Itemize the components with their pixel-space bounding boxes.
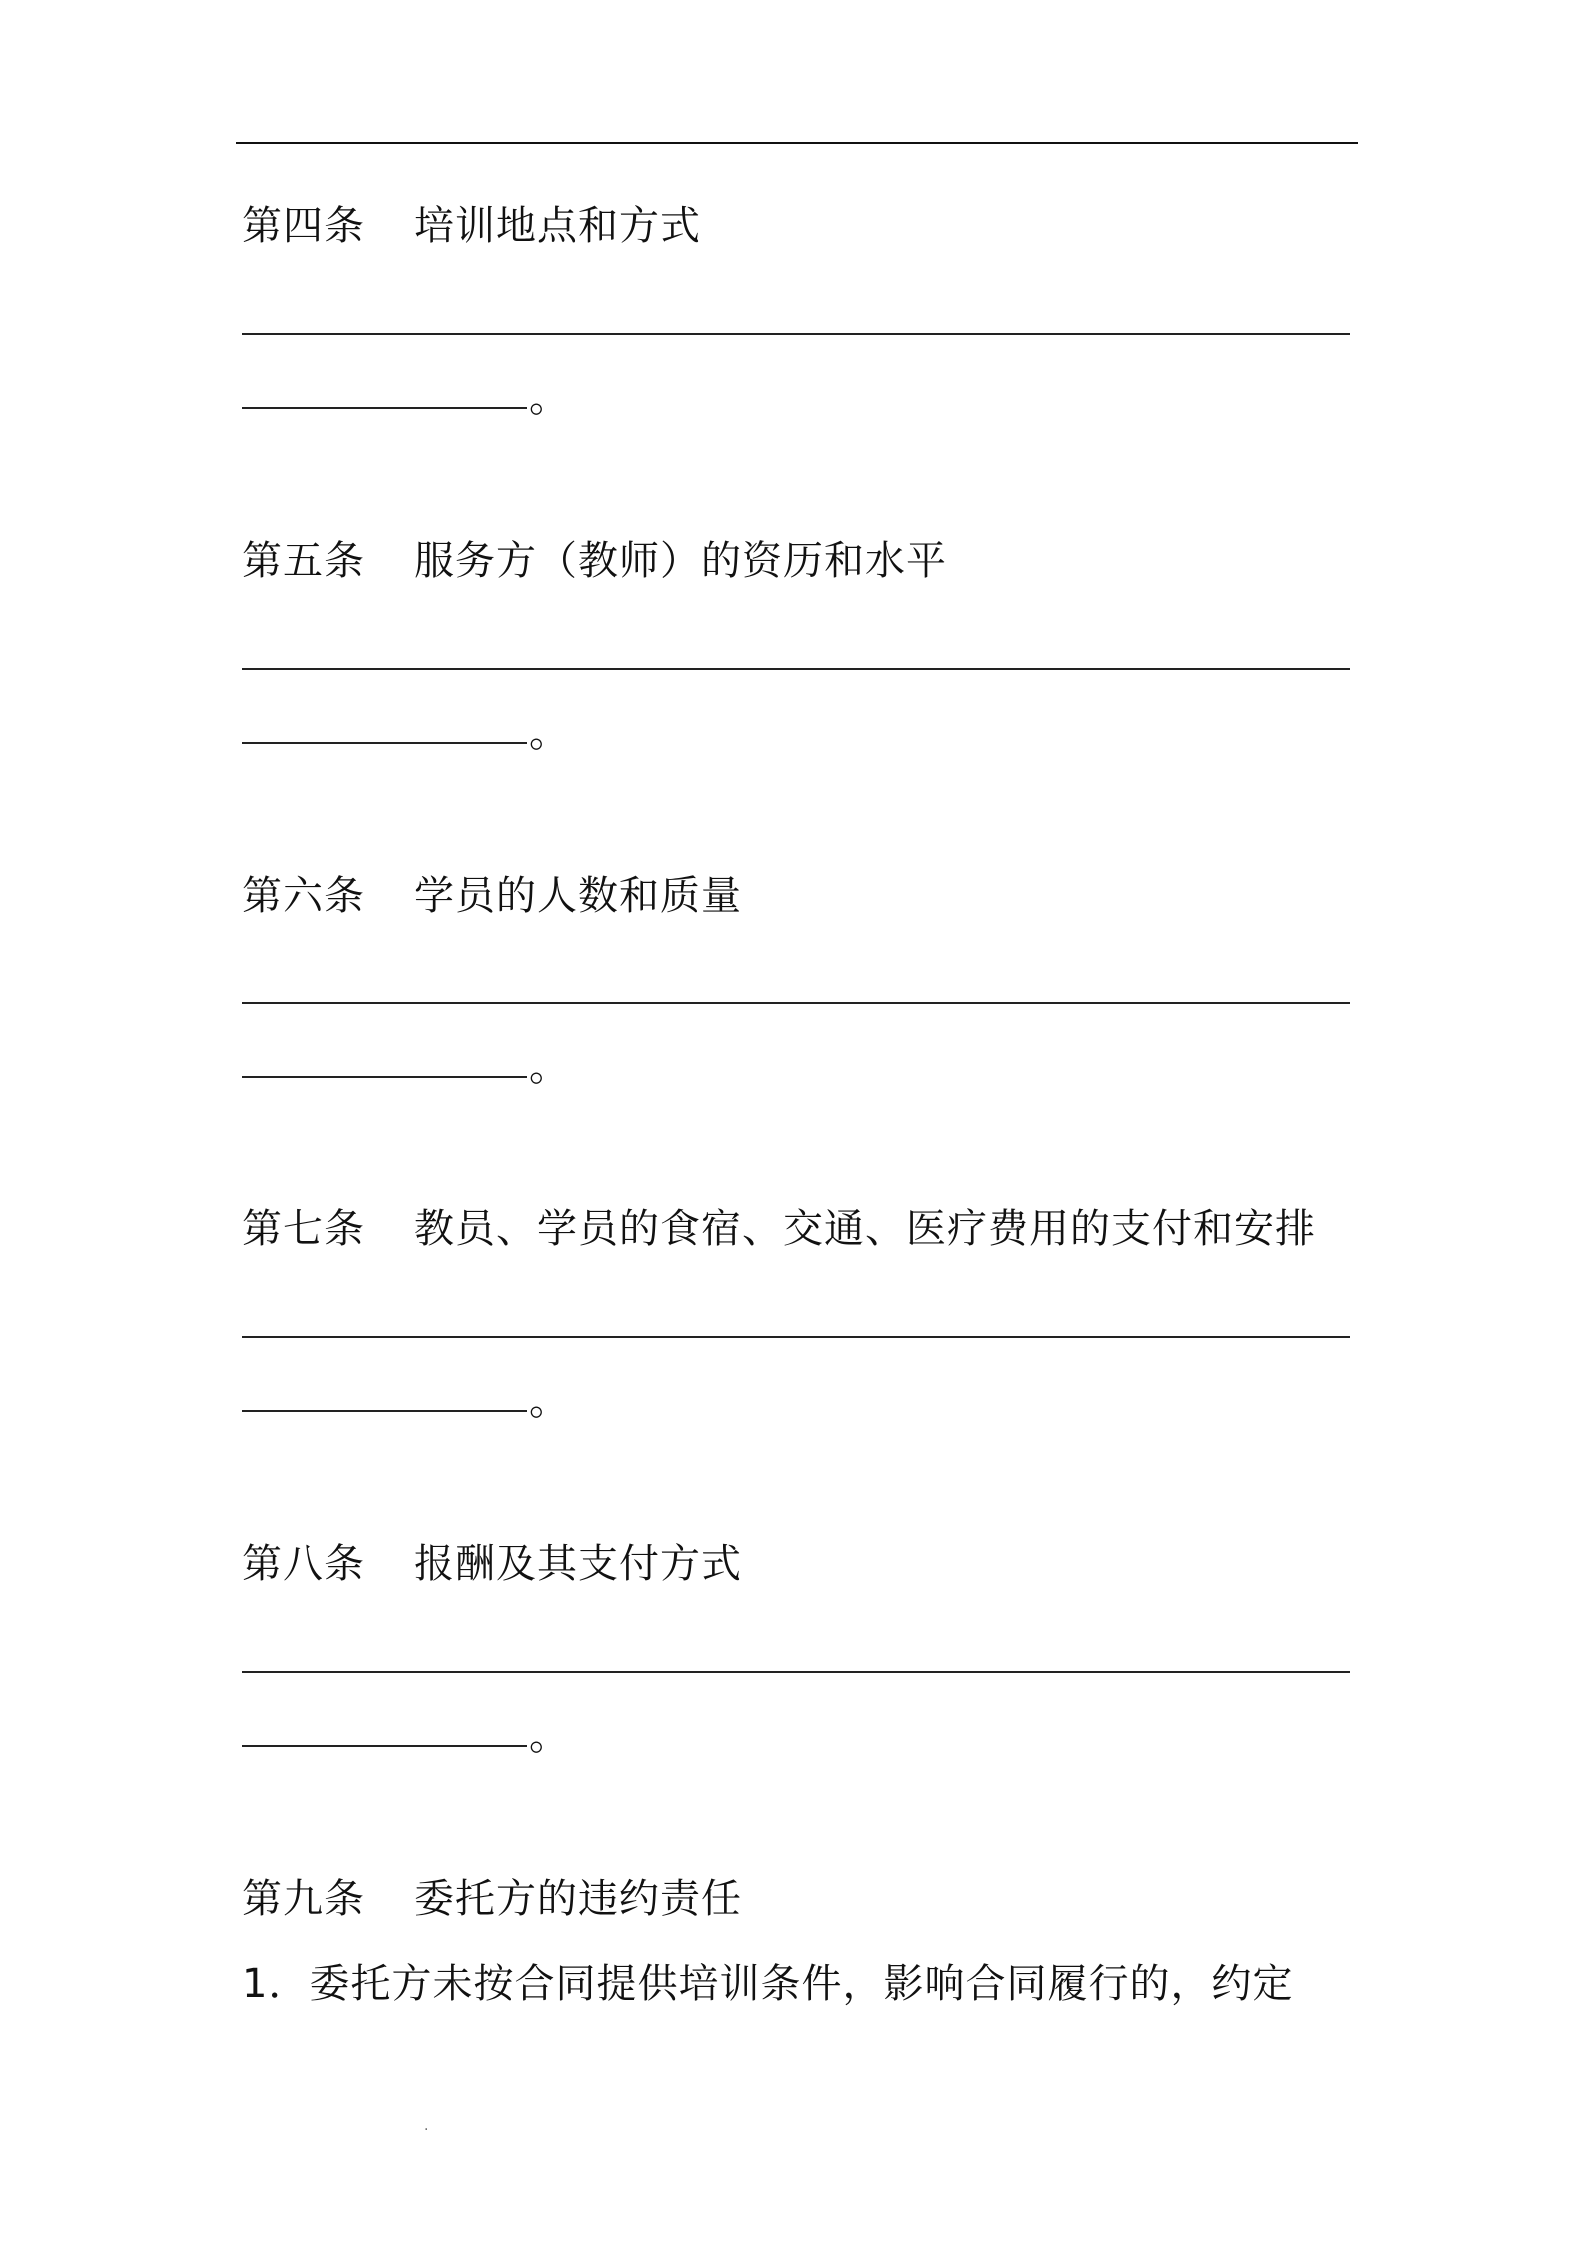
section-5-blank-short [242,742,527,744]
section-8-title: 报酬及其支付方式 [414,1541,742,1587]
section-6-heading [242,868,742,924]
footer-mark: . [424,2118,429,2134]
section-8-heading [242,1536,742,1592]
section-4-end-mark: 。 [529,375,569,421]
section-7-end-mark: 。 [529,1378,569,1424]
section-6-number: 第六条 [242,873,365,919]
section-9-paragraph-1: 1．委托方未按合同提供培训条件，影响合同履行的，约定 [242,1961,1294,2007]
section-4-blank-line-2 [242,375,569,444]
section-6-blank-line-2 [242,1044,569,1113]
section-7-blank-line-1 [242,1336,1350,1338]
section-5-blank-line-2 [242,710,569,779]
section-9-heading [242,1871,742,1927]
section-5-title: 服务方（教师）的资历和水平 [414,538,947,584]
section-7-heading [242,1201,1316,1257]
section-4-heading [242,198,701,254]
section-8-end-mark: 。 [529,1713,569,1759]
section-8-number: 第八条 [242,1541,365,1587]
section-7-blank-line-2 [242,1378,569,1447]
section-5-end-mark: 。 [529,710,569,756]
section-9-number: 第九条 [242,1876,365,1922]
section-8-blank-line-1 [242,1671,1350,1673]
section-6-title: 学员的人数和质量 [414,873,742,919]
section-5-number: 第五条 [242,538,365,584]
section-8-blank-short [242,1745,527,1747]
section-7-number: 第七条 [242,1206,365,1252]
section-4-title: 培训地点和方式 [414,203,701,249]
section-8-blank-line-2 [242,1713,569,1782]
section-4-blank-line-1 [242,333,1350,335]
section-9-title: 委托方的违约责任 [414,1876,742,1922]
section-6-end-mark: 。 [529,1044,569,1090]
section-5-heading [242,533,947,589]
section-6-blank-short [242,1076,527,1078]
section-5-blank-line-1 [242,668,1350,670]
section-4-blank-short [242,407,527,409]
section-6-blank-line-1 [242,1002,1350,1004]
section-4-number: 第四条 [242,203,365,249]
section-7-blank-short [242,1410,527,1412]
header-rule [236,142,1358,144]
section-7-title: 教员、学员的食宿、交通、医疗费用的支付和安排 [414,1206,1316,1252]
